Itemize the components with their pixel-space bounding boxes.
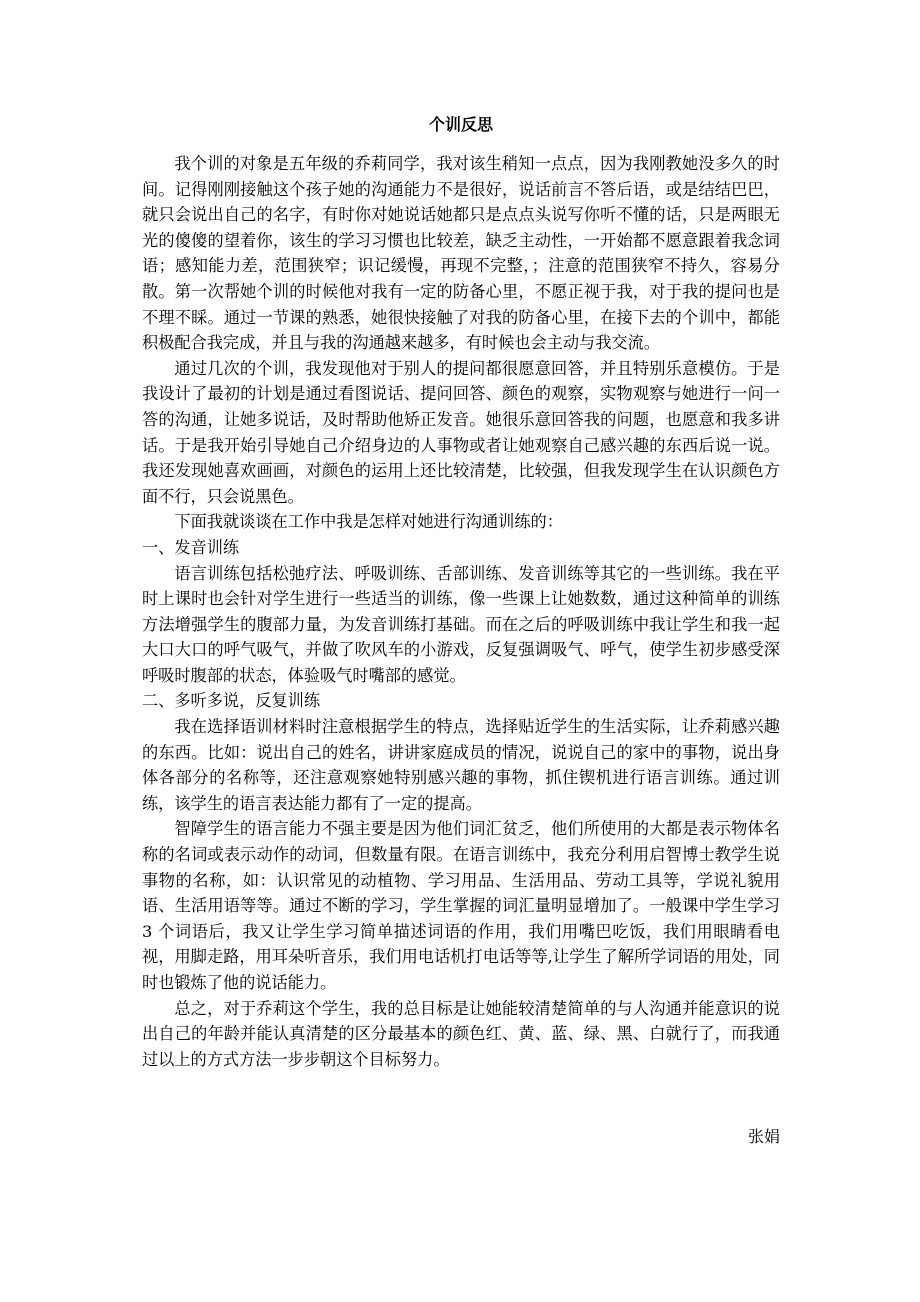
- document-title: 个训反思: [428, 115, 493, 134]
- paragraph-materials: 我在选择语训材料时注意根据学生的特点，选择贴近学生的生活实际，让乔莉感兴趣的东西。比如：说出自己的姓名，讲讲家庭成员的情况，说说自己的家中的事物，说出身体各部分的名称等，还注意观察她特别感兴趣的事物，抓住锲机进行语言训练。通过训练，该学生的语言表达能力都有了一定的提高。: [142, 717, 780, 813]
- paragraph-intro: 我个训的对象是五年级的乔莉同学，我对该生稍知一点点，因为我刚教她没多久的时间。记得刚刚接触这个孩子她的沟通能力不是很好，说话前言不答后语，或是结结巴巴，就只会说出自己的名字，有时你对她说话她都只是点点头说写你听不懂的话，只是两眼无光的傻傻的望着你，该生的学习习惯也比较差，缺乏主动性，一开始都不愿意跟着我念词语；感知能力差，范围狭窄；识记缓慢，再现不完整，；注意的范围狭窄不持久，容易分散。第一次帮她个训的时候他对我有一定的防备心里，不愿正视于我，对于我的提问也是不理不睬。通过一节课的熟悉，她很快接触了对我的防备心里，在接下去的个训中，都能积极配合我完成，并且与我的沟通越来越多，有时候也会主动与我交流。: [142, 154, 780, 353]
- document-body: [142, 151, 780, 1072]
- paragraph-pronunciation: 语言训练包括松弛疗法、呼吸训练、舌部训练、发音训练等其它的一些训练。我在平时上课时也会针对学生进行一些适当的训练，像一些课上让她数数，通过这种简单的训练方法增强学生的腹部力量，为发音训练打基础。而在之后的呼吸训练中我让学生和我一起大口大口的呼气吸气，并做了吹风车的小游戏，反复强调吸气、呼气，使学生初步感受深呼吸时腹部的状态，体验吸气时嘴部的感觉。: [142, 563, 780, 685]
- paragraph-vocabulary: 智障学生的语言能力不强主要是因为他们词汇贫乏，他们所使用的大都是表示物体名称的名词或表示动作的动词，但数量有限。在语言训练中，我充分利用启智博士教学生说事物的名称，如：认识常见的动植物、学习用品、生活用品、劳动工具等，学说礼貌用语、生活用语等等。通过不断的学习，学生掌握的词汇量明显增加了。一般课中学生学习 3 个词语后，我又让学生学习简单描述词语的作用，我们用嘴巴吃饭，我们用眼睛看电视，用脚走路，用耳朵听音乐，我们用电话机打电话等等,让学生了解所学词语的用处，同时也锻炼了他的说话能力。: [142, 819, 780, 992]
- paragraph-conclusion: 总之，对于乔莉这个学生，我的总目标是让她能较清楚简单的与人沟通并能意识的说出自己的年龄并能认真清楚的区分最基本的颜色红、黄、蓝、绿、黑、白就行了，而我通过以上的方式方法一步步朝这个目标努力。: [142, 998, 780, 1069]
- paragraph-plan: 通过几次的个训，我发现他对于别人的提问都很愿意回答，并且特别乐意模仿。于是我设计了最初的计划是通过看图说话、提问回答、颜色的观察，实物观察与她进行一问一答的沟通，让她多说话，及时帮助他矫正发音。她很乐意回答我的问题，也愿意和我多讲话。于是我开始引导她自己介绍身边的人事物或者让她观察自己感兴趣的东西后说一说。我还发现她喜欢画画，对颜色的运用上还比较清楚，比较强，但我发现学生在认识颜色方面不行，只会说黑色。: [142, 358, 780, 506]
- section-heading-listening: 二、多听多说，反复训练: [142, 691, 321, 711]
- section-heading-pronunciation: 一、发音训练: [142, 537, 240, 557]
- author-signature: 张娟: [747, 1127, 780, 1146]
- paragraph-transition: 下面我就谈谈在工作中我是怎样对她进行沟通训练的：: [174, 512, 563, 532]
